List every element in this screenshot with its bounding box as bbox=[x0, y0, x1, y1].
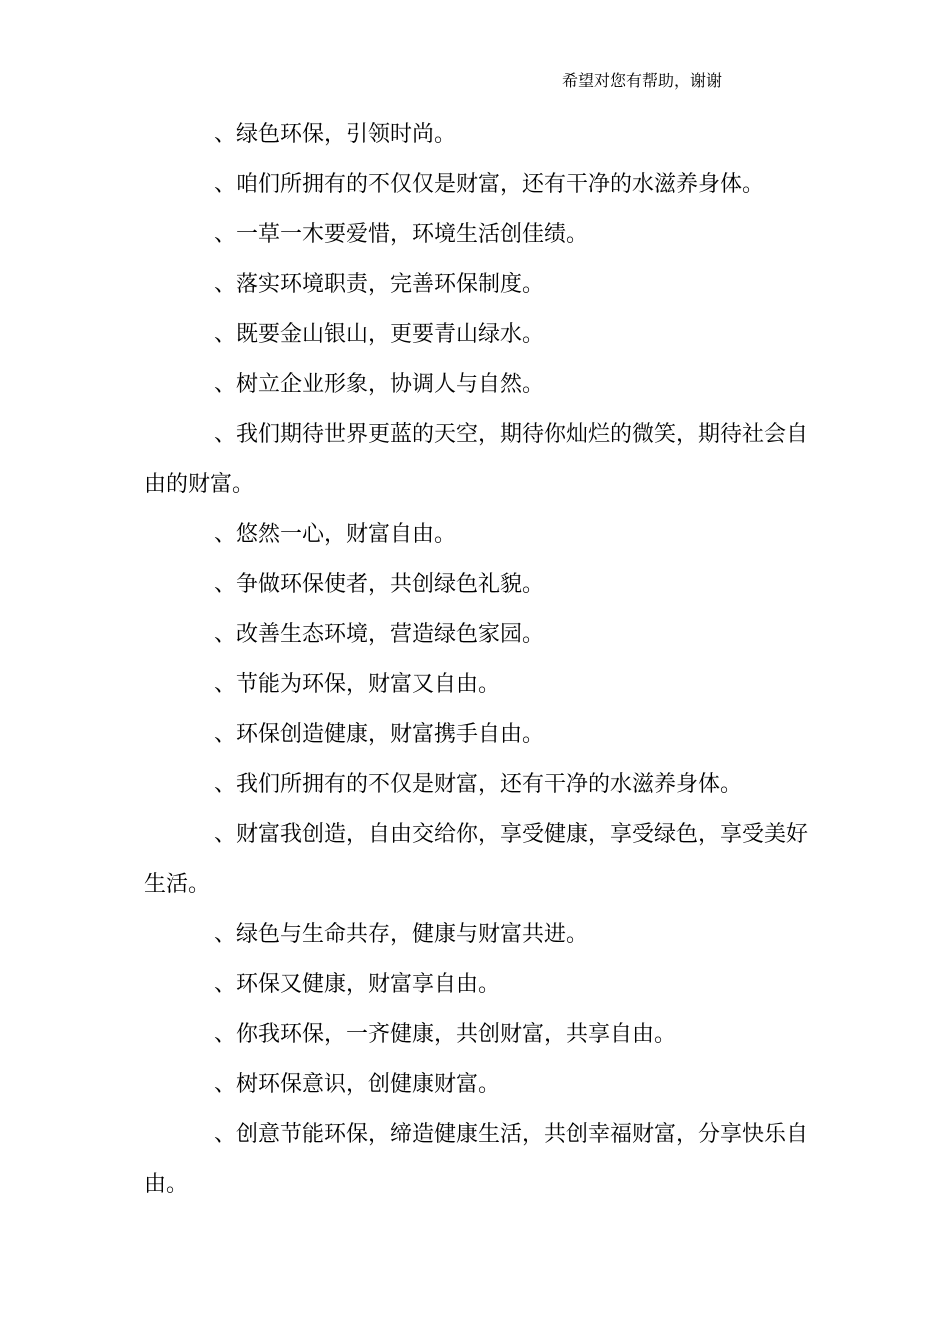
slogan-item: 、争做环保使者，共创绿色礼貌。 bbox=[214, 572, 545, 597]
slogan-item: 、我们期待世界更蓝的天空，期待你灿烂的微笑，期待社会自由的财富。 bbox=[144, 422, 809, 497]
slogan-item: 、改善生态环境，营造绿色家园。 bbox=[214, 622, 545, 647]
slogan-item: 、财富我创造，自由交给你，享受健康，享受绿色，享受美好生活。 bbox=[144, 822, 809, 897]
slogan-item: 、你我环保，一齐健康，共创财富，共享自由。 bbox=[214, 1022, 677, 1047]
header-note: 希望对您有帮助，谢谢 bbox=[562, 71, 723, 90]
slogan-item: 、环保创造健康，财富携手自由。 bbox=[214, 722, 545, 747]
slogan-item: 、既要金山银山，更要青山绿水。 bbox=[214, 322, 545, 347]
slogan-item: 、节能为环保，财富又自由。 bbox=[214, 672, 501, 697]
slogan-item: 、树立企业形象，协调人与自然。 bbox=[214, 372, 545, 397]
slogan-item: 、落实环境职责，完善环保制度。 bbox=[214, 272, 545, 297]
slogan-item: 、绿色环保，引领时尚。 bbox=[214, 122, 457, 147]
slogan-item: 、我们所拥有的不仅是财富，还有干净的水滋养身体。 bbox=[214, 772, 743, 797]
slogan-item: 、环保又健康，财富享自由。 bbox=[214, 972, 501, 997]
slogan-item: 、一草一木要爱惜，环境生活创佳绩。 bbox=[214, 222, 589, 247]
slogan-item: 、悠然一心，财富自由。 bbox=[214, 522, 457, 547]
slogan-item: 、创意节能环保，缔造健康生活，共创幸福财富，分享快乐自由。 bbox=[144, 1122, 809, 1197]
slogan-list bbox=[144, 110, 808, 1210]
slogan-item: 、树环保意识，创健康财富。 bbox=[214, 1072, 501, 1097]
slogan-item: 、绿色与生命共存，健康与财富共进。 bbox=[214, 922, 589, 947]
slogan-item: 、咱们所拥有的不仅仅是财富，还有干净的水滋养身体。 bbox=[214, 172, 765, 197]
